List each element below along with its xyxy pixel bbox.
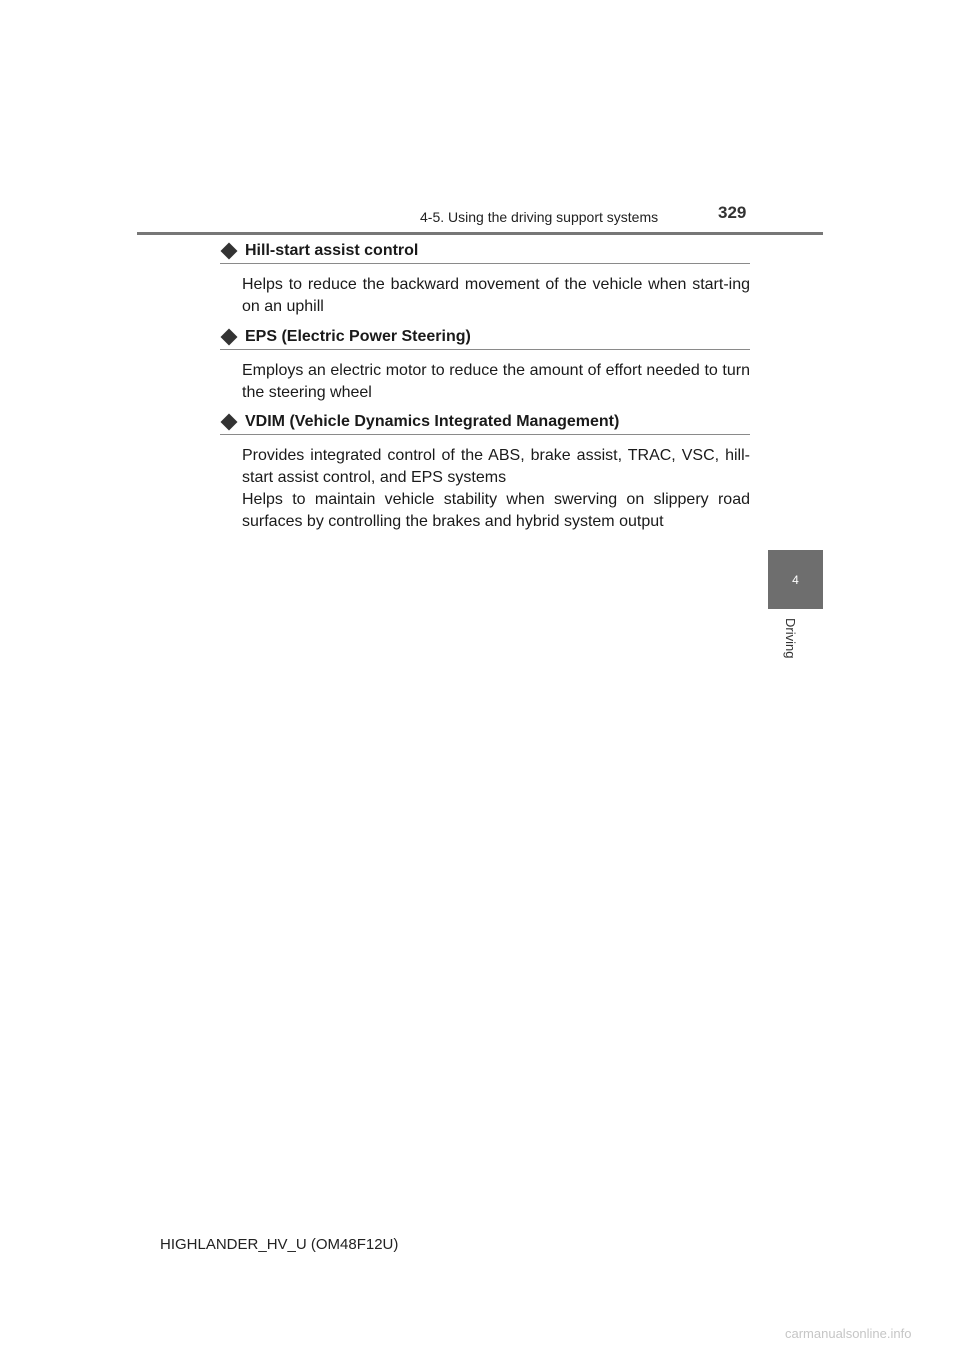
section-title: VDIM (Vehicle Dynamics Integrated Management) bbox=[245, 413, 620, 430]
body-paragraph: Helps to reduce the backward movement of the vehicle when start-ing on an uphill bbox=[242, 276, 750, 315]
section-body bbox=[242, 360, 750, 404]
section-heading bbox=[220, 242, 750, 264]
body-paragraph: Helps to maintain vehicle stability when swerving on slippery road surfaces by controlling the brakes and hybrid system output bbox=[242, 491, 750, 530]
page-number: 329 bbox=[718, 203, 747, 222]
section-body bbox=[242, 445, 750, 533]
diamond-bullet-icon bbox=[221, 243, 238, 260]
body-paragraph: Employs an electric motor to reduce the amount of effort needed to turn the steering wheel bbox=[242, 362, 750, 401]
chapter-number: 4 bbox=[792, 572, 799, 587]
diamond-bullet-icon bbox=[221, 414, 238, 431]
section-body bbox=[242, 274, 750, 318]
section-title: EPS (Electric Power Steering) bbox=[245, 328, 471, 345]
section-header-title: 4-5. Using the driving support systems bbox=[420, 209, 659, 225]
section-heading bbox=[220, 328, 750, 350]
chapter-tab bbox=[768, 550, 823, 609]
section-eps bbox=[220, 328, 750, 404]
manual-code: HIGHLANDER_HV_U (OM48F12U) bbox=[160, 1236, 399, 1253]
body-paragraph: Provides integrated control of the ABS, brake assist, TRAC, VSC, hill-start assist control, and EPS systems bbox=[242, 447, 750, 486]
section-title: Hill-start assist control bbox=[245, 242, 419, 259]
section-vdim bbox=[220, 413, 750, 533]
section-hill-start-assist bbox=[220, 242, 750, 318]
diamond-bullet-icon bbox=[221, 329, 238, 346]
chapter-label: Driving bbox=[783, 618, 798, 659]
section-heading bbox=[220, 413, 750, 435]
header-divider bbox=[137, 232, 823, 235]
watermark: carmanualsonline.info bbox=[785, 1326, 912, 1341]
